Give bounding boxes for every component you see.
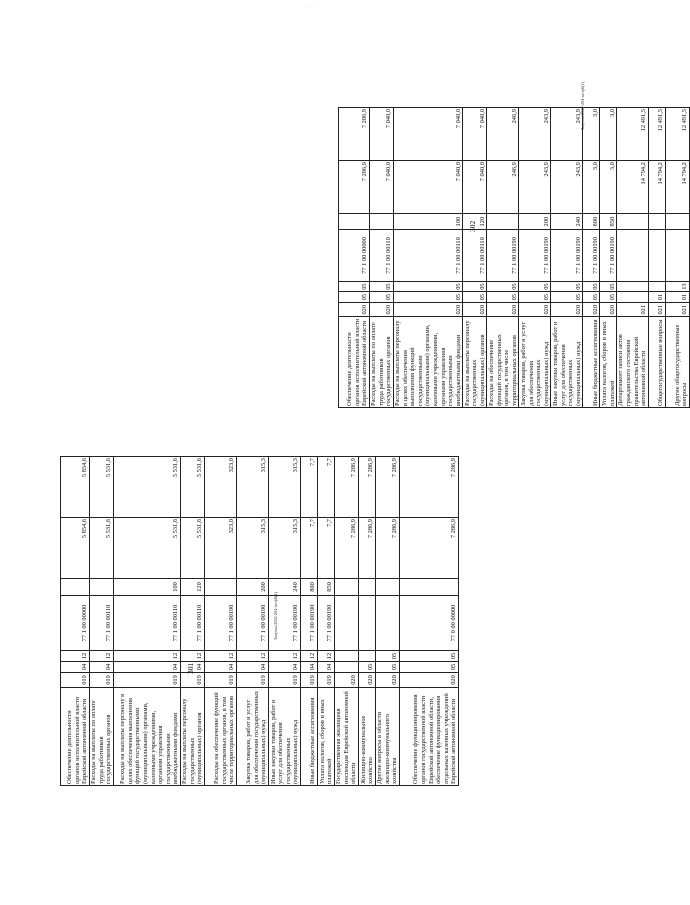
cell-csr: 77 1 00 00000 <box>339 230 370 282</box>
cell-rz: 05 <box>600 292 617 303</box>
cell-adm: 019 <box>181 673 205 688</box>
cell-csr: 77 0 00 00000 <box>400 596 459 651</box>
cell-vr: 120 <box>463 214 487 230</box>
cell-y1: 5 531,6 <box>90 518 114 579</box>
cell-csr: 77 1 00 00190 <box>318 596 335 651</box>
cell-pr: 12 <box>114 651 181 662</box>
table-row <box>551 108 583 408</box>
cell-csr: 77 1 00 00190 <box>519 230 551 282</box>
cell-adm: 020 <box>400 673 459 688</box>
cell-name: Уплата налогов, сборов и иных платежей <box>318 688 335 786</box>
cell-csr: 77 1 00 00190 <box>237 596 269 651</box>
cell-y2: 323,0 <box>205 457 237 518</box>
cell-rz: 04 <box>269 662 301 673</box>
cell-csr: 77 1 00 00190 <box>551 230 583 282</box>
cell-y1: 3,0 <box>600 161 617 214</box>
cell-csr <box>617 230 648 282</box>
left-table-body <box>61 457 459 786</box>
cell-rz: 05 <box>551 292 583 303</box>
cell-adm: 020 <box>551 303 583 317</box>
cell-adm: 020 <box>463 303 487 317</box>
cell-vr: 850 <box>318 579 335 596</box>
cell-pr: 05 <box>487 281 519 292</box>
cell-y2: 7 040,0 <box>370 108 394 161</box>
cell-y2: 5 531,6 <box>90 457 114 518</box>
cell-pr: 12 <box>301 651 318 662</box>
cell-name: Расходы на обеспечение функций государственных органов, в том числе территориальных органов <box>205 688 237 786</box>
cell-name: Обеспечение деятельности органов исполнительной власти Еврейской автономной области <box>339 317 370 408</box>
cell-csr <box>359 596 376 651</box>
cell-name: Департамент записи актов гражданского состояния правительства Еврейской автономной области <box>617 317 648 408</box>
cell-rz: 05 <box>394 292 463 303</box>
cell-name: Расходы на выплаты персоналу в целях обеспечения выполнения функций государственными (муниципальными) органами, казенными учреждениями, органами управления государственными внебюджетными фондами <box>114 688 181 786</box>
cell-adm: 021 <box>665 303 689 317</box>
table-row <box>648 108 665 408</box>
cell-y1: 14 794,2 <box>648 161 665 214</box>
cell-y1: 7 286,9 <box>376 518 400 579</box>
cell-vr <box>648 214 665 230</box>
cell-vr <box>335 579 359 596</box>
cell-y1: 246,9 <box>487 161 519 214</box>
cell-rz: 04 <box>301 662 318 673</box>
cell-y1: 7 286,9 <box>400 518 459 579</box>
cell-y2: 12 491,5 <box>648 108 665 161</box>
table-row <box>114 457 181 786</box>
table-row <box>335 457 359 786</box>
cell-pr: 05 <box>583 281 600 292</box>
cell-y2: 12 491,5 <box>617 108 648 161</box>
cell-y2: 7,7 <box>301 457 318 518</box>
cell-y1: 7 040,0 <box>370 161 394 214</box>
cell-csr: 77 1 00 00190 <box>269 596 301 651</box>
cell-csr: 77 1 00 00110 <box>463 230 487 282</box>
cell-name: Жилищно-коммунальное хозяйство <box>359 688 376 786</box>
table-row <box>583 108 600 408</box>
cell-rz: 05 <box>487 292 519 303</box>
cell-name: Общегосударственные вопросы <box>648 317 665 408</box>
cell-y1: 7 286,9 <box>335 518 359 579</box>
cell-name: Уплата налогов, сборов и иных платежей <box>600 317 617 408</box>
cell-vr: 100 <box>394 214 463 230</box>
table-row <box>181 457 205 786</box>
cell-rz: 05 <box>519 292 551 303</box>
cell-rz: 05 <box>400 662 459 673</box>
cell-rz: 04 <box>61 662 90 673</box>
cell-csr: 77 1 00 00190 <box>600 230 617 282</box>
cell-adm: 021 <box>648 303 665 317</box>
cell-vr <box>339 214 370 230</box>
cell-vr: 100 <box>114 579 181 596</box>
cell-vr <box>205 579 237 596</box>
cell-csr: 77 1 00 00110 <box>181 596 205 651</box>
scan-mark: · · · <box>304 5 315 10</box>
cell-rz: 04 <box>181 662 205 673</box>
cell-y1: 5 531,6 <box>181 518 205 579</box>
cell-y2: 7,7 <box>318 457 335 518</box>
cell-rz: 05 <box>583 292 600 303</box>
cell-y2: 7 286,9 <box>400 457 459 518</box>
cell-rz: 05 <box>463 292 487 303</box>
cell-csr: 77 1 00 00110 <box>370 230 394 282</box>
cell-y2: 243,9 <box>519 108 551 161</box>
cell-y1: 14 794,2 <box>617 161 648 214</box>
cell-csr <box>648 230 665 282</box>
cell-pr: 05 <box>519 281 551 292</box>
cell-csr: 77 1 00 00110 <box>90 596 114 651</box>
cell-vr <box>487 214 519 230</box>
table-row <box>237 457 269 786</box>
table-row <box>339 108 370 408</box>
cell-vr <box>61 579 90 596</box>
table-row <box>376 457 400 786</box>
cell-name: Расходы на обеспечение функций государственных органов, в том числе территориальных органов <box>487 317 519 408</box>
right-page <box>338 107 690 408</box>
cell-y1: 323,0 <box>205 518 237 579</box>
cell-pr <box>648 281 665 292</box>
cell-name: Обеспечение деятельности органов исполнительной власти Еврейской автономной области <box>61 688 90 786</box>
cell-csr: 77 1 00 00110 <box>114 596 181 651</box>
cell-csr <box>376 596 400 651</box>
cell-vr <box>376 579 400 596</box>
cell-csr: 77 1 00 00190 <box>583 230 600 282</box>
cell-y1: 243,9 <box>519 161 551 214</box>
cell-pr: 05 <box>551 281 583 292</box>
cell-adm: 019 <box>205 673 237 688</box>
cell-rz: 05 <box>339 292 370 303</box>
cell-rz: 05 <box>359 662 376 673</box>
cell-name: Иные закупки товаров, работ и услуг для обеспечения государственных (муниципальных) нужд <box>269 688 301 786</box>
cell-name: Государственная жилищная инспекция Еврейской автономной области <box>335 688 359 786</box>
cell-y2: 7 286,9 <box>339 108 370 161</box>
cell-y2: 7 040,0 <box>394 108 463 161</box>
cell-adm: 020 <box>339 303 370 317</box>
cell-rz: 05 <box>370 292 394 303</box>
cell-adm: 021 <box>617 303 648 317</box>
table-row <box>394 108 463 408</box>
cell-pr: 05 <box>600 281 617 292</box>
cell-adm: 020 <box>487 303 519 317</box>
cell-vr: 120 <box>181 579 205 596</box>
cell-pr: 12 <box>61 651 90 662</box>
cell-rz: 01 <box>665 292 689 303</box>
cell-y2: 3,0 <box>600 108 617 161</box>
cell-vr <box>617 214 648 230</box>
table-row <box>463 108 487 408</box>
cell-y2: 315,3 <box>269 457 301 518</box>
cell-name: Обеспечение функционирования органов государственной власти Еврейской автономной области, обеспечение функционирования отдельных казенных учреждений Еврейской автономной области <box>400 688 459 786</box>
cell-name: Иные бюджетные ассигнования <box>301 688 318 786</box>
cell-name: Иные закупки товаров, работ и услуг для обеспечения государственных (муниципальных) нужд <box>551 317 583 408</box>
cell-y2: 3,0 <box>583 108 600 161</box>
cell-csr: 77 1 00 00190 <box>301 596 318 651</box>
cell-y2: 246,9 <box>487 108 519 161</box>
cell-y2: 7 286,9 <box>376 457 400 518</box>
cell-adm: 019 <box>114 673 181 688</box>
cell-adm: 019 <box>301 673 318 688</box>
cell-y2: 243,9 <box>551 108 583 161</box>
cell-csr: 77 1 00 00190 <box>205 596 237 651</box>
cell-adm: 019 <box>269 673 301 688</box>
cell-rz: 04 <box>114 662 181 673</box>
cell-y1: 315,3 <box>237 518 269 579</box>
right-budget-table <box>338 107 690 408</box>
cell-csr: 77 1 00 00190 <box>487 230 519 282</box>
table-row <box>205 457 237 786</box>
cell-y1: 7 040,0 <box>394 161 463 214</box>
cell-rz: 04 <box>90 662 114 673</box>
cell-pr: 05 <box>463 281 487 292</box>
cell-vr <box>370 214 394 230</box>
table-row <box>665 108 689 408</box>
right-page-footer: Закупка/2022-204-вп-ф6(1) <box>580 81 585 130</box>
cell-pr: 13 <box>665 281 689 292</box>
cell-pr: 12 <box>205 651 237 662</box>
cell-pr: 12 <box>237 651 269 662</box>
cell-y1: 5 854,6 <box>61 518 90 579</box>
cell-adm: 020 <box>376 673 400 688</box>
table-row <box>318 457 335 786</box>
cell-vr: 800 <box>583 214 600 230</box>
cell-adm: 020 <box>370 303 394 317</box>
table-row <box>519 108 551 408</box>
cell-name: Расходы на выплаты персоналу в целях обеспечения выполнения функций государственными (муниципальными) органами, казенными учреждениями, органами управления государственными внебюджетными фондами <box>394 317 463 408</box>
cell-y2: 5 854,6 <box>61 457 90 518</box>
right-page-number: 302 <box>468 220 477 232</box>
cell-adm: 019 <box>237 673 269 688</box>
cell-vr: 240 <box>269 579 301 596</box>
table-row <box>301 457 318 786</box>
cell-pr: 05 <box>400 651 459 662</box>
cell-name: Другие вопросы в области жилищно-коммунального хозяйства <box>376 688 400 786</box>
cell-pr <box>359 651 376 662</box>
cell-pr: 05 <box>394 281 463 292</box>
table-row <box>600 108 617 408</box>
left-budget-table <box>60 456 459 786</box>
cell-adm: 020 <box>359 673 376 688</box>
cell-y2: 315,3 <box>237 457 269 518</box>
cell-y1: 243,9 <box>551 161 583 214</box>
cell-y1: 7 040,0 <box>463 161 487 214</box>
cell-name: Расходы на выплаты по оплате труда работников государственных органов <box>370 317 394 408</box>
cell-name: Закупка товаров, работ и услуг для обеспечения государственных (муниципальных) нужд <box>519 317 551 408</box>
cell-vr: 800 <box>301 579 318 596</box>
table-row <box>61 457 90 786</box>
cell-vr: 850 <box>600 214 617 230</box>
cell-adm: 019 <box>318 673 335 688</box>
cell-adm: 019 <box>90 673 114 688</box>
cell-rz: 05 <box>376 662 400 673</box>
cell-adm: 020 <box>519 303 551 317</box>
cell-name: Расходы на выплаты по оплате труда работников государственных органов <box>90 688 114 786</box>
cell-y1: 14 794,2 <box>665 161 689 214</box>
table-row <box>400 457 459 786</box>
cell-pr: 12 <box>318 651 335 662</box>
cell-name: Другие общегосударственные вопросы <box>665 317 689 408</box>
cell-y1: 7 286,9 <box>339 161 370 214</box>
cell-csr <box>665 230 689 282</box>
cell-pr: 05 <box>370 281 394 292</box>
table-row <box>359 457 376 786</box>
cell-y1: 7,7 <box>301 518 318 579</box>
cell-y2: 12 491,5 <box>665 108 689 161</box>
cell-y2: 5 531,6 <box>181 457 205 518</box>
cell-csr: 77 1 00 00000 <box>61 596 90 651</box>
cell-pr <box>335 651 359 662</box>
cell-csr: 77 1 00 00110 <box>394 230 463 282</box>
cell-rz: 04 <box>318 662 335 673</box>
left-page-footer: Закупка/2022-204-вп-ф6(1) <box>273 591 278 640</box>
cell-name: Расходы на выплаты персоналу государственных (муниципальных) органов <box>181 688 205 786</box>
left-page <box>60 456 459 786</box>
cell-y1: 315,3 <box>269 518 301 579</box>
cell-adm: 020 <box>600 303 617 317</box>
cell-y1: 7 286,9 <box>359 518 376 579</box>
cell-y2: 7 286,9 <box>335 457 359 518</box>
cell-adm: 020 <box>394 303 463 317</box>
cell-pr: 12 <box>181 651 205 662</box>
cell-pr: 05 <box>339 281 370 292</box>
cell-rz: 01 <box>648 292 665 303</box>
cell-adm: 020 <box>335 673 359 688</box>
table-row <box>90 457 114 786</box>
table-row <box>617 108 648 408</box>
cell-vr <box>400 579 459 596</box>
right-table-body <box>339 108 690 408</box>
cell-name: Иные бюджетные ассигнования <box>583 317 600 408</box>
cell-adm: 020 <box>583 303 600 317</box>
table-row <box>487 108 519 408</box>
cell-y1: 3,0 <box>583 161 600 214</box>
cell-rz: 04 <box>205 662 237 673</box>
cell-adm: 019 <box>61 673 90 688</box>
cell-vr <box>359 579 376 596</box>
table-row <box>370 108 394 408</box>
cell-pr <box>617 281 648 292</box>
cell-name: Расходы на выплаты персоналу государственных (муниципальных) органов <box>463 317 487 408</box>
cell-rz <box>617 292 648 303</box>
cell-rz <box>335 662 359 673</box>
left-page-number: 301 <box>186 662 195 674</box>
cell-y1: 5 531,6 <box>114 518 181 579</box>
cell-vr: 200 <box>519 214 551 230</box>
cell-vr <box>665 214 689 230</box>
cell-y2: 7 286,9 <box>359 457 376 518</box>
cell-vr: 240 <box>551 214 583 230</box>
cell-csr <box>335 596 359 651</box>
cell-y2: 7 040,0 <box>463 108 487 161</box>
cell-pr: 12 <box>269 651 301 662</box>
cell-pr: 05 <box>376 651 400 662</box>
cell-y2: 5 531,6 <box>114 457 181 518</box>
cell-y1: 7,7 <box>318 518 335 579</box>
cell-rz: 04 <box>237 662 269 673</box>
cell-vr <box>90 579 114 596</box>
cell-pr: 12 <box>90 651 114 662</box>
cell-name: Закупка товаров, работ и услуг для обеспечения государственных (муниципальных) нужд <box>237 688 269 786</box>
cell-vr: 200 <box>237 579 269 596</box>
